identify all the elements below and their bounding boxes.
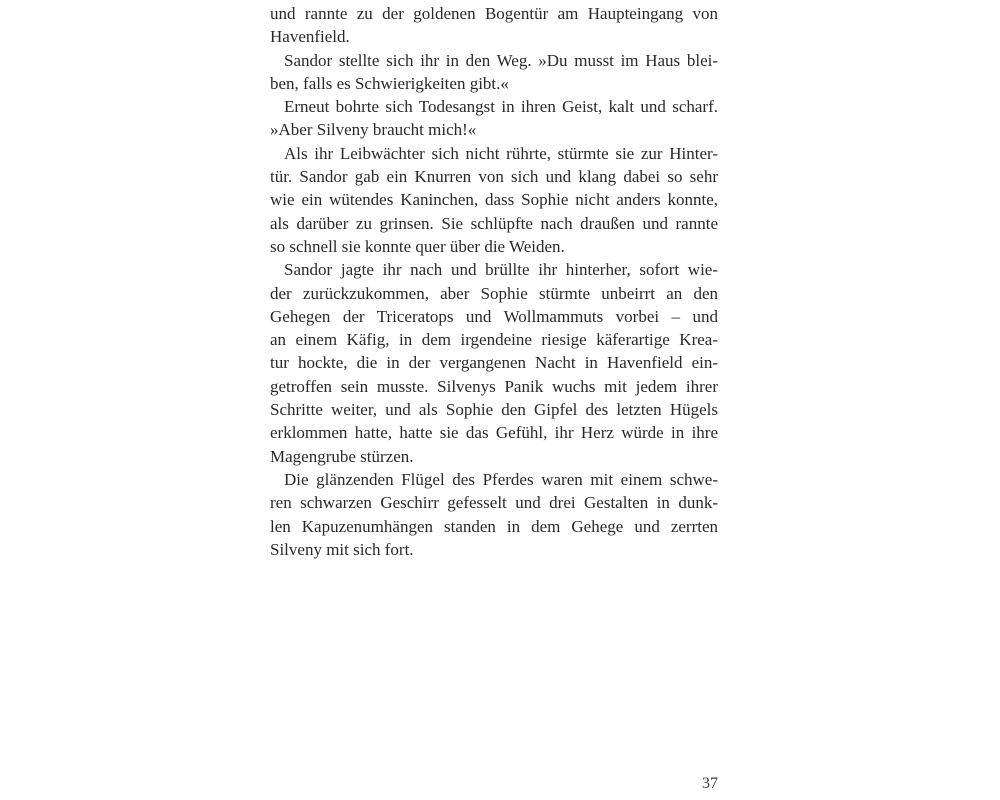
text-line: so schnell sie konnte quer über die Weiden. [270,236,565,256]
text-line: Als ihr Leibwächter sich nicht rührte, stürmte sie zur Hinter- [284,143,718,163]
page-number: 37 [702,775,718,792]
text-line: Magengrube stürzen. [270,446,414,466]
text-line: als darüber zu grinsen. Sie schlüpfte nach draußen und rannte [270,213,718,233]
text-line: »Aber Silveny braucht mich!« [270,120,477,140]
text-line: Sandor stellte sich ihr in den Weg. »Du musst im Haus blei- [284,50,718,70]
text-line: Die glänzenden Flügel des Pferdes waren mit einem schwe- [284,469,718,489]
text-line: Schritte weiter, und als Sophie den Gipfel des letzten Hügels [270,400,718,420]
text-line: wie ein wütendes Kaninchen, dass Sophie nicht anders konnte, [270,190,718,210]
text-line: tur hockte, die in der vergangenen Nacht in Havenfield ein- [270,353,718,373]
text-line: getroffen sein musste. Silvenys Panik wuchs mit jedem ihrer [270,376,718,396]
text-line: tür. Sandor gab ein Knurren von sich und klang dabei so sehr [270,167,718,187]
text-line: und rannte zu der goldenen Bogentür am Haupteingang von [270,4,718,23]
text-line: Havenfield. [270,27,350,47]
text-line: Erneut bohrte sich Todesangst in ihren Geist, kalt und scharf. [284,97,718,117]
text-line: ben, falls es Schwierigkeiten gibt.« [270,73,509,93]
text-line: ren schwarzen Geschirr gefesselt und drei Gestalten in dunk- [270,493,718,513]
text-line: an einem Käfig, in dem irgendeine riesige käferartige Krea- [270,330,718,350]
body-text [270,2,718,561]
text-line: Silveny mit sich fort. [270,539,414,559]
text-line: len Kapuzenumhängen standen in dem Gehege und zerrten [270,516,718,536]
text-line: Gehegen der Triceratops und Wollmammuts vorbei – und [270,306,718,326]
text-line: erklommen hatte, hatte sie das Gefühl, ihr Herz würde in ihre [270,423,718,443]
text-line: Sandor jagte ihr nach und brüllte ihr hinterher, sofort wie- [284,260,718,280]
text-line: der zurückzukommen, aber Sophie stürmte unbeirrt an den [270,283,718,303]
